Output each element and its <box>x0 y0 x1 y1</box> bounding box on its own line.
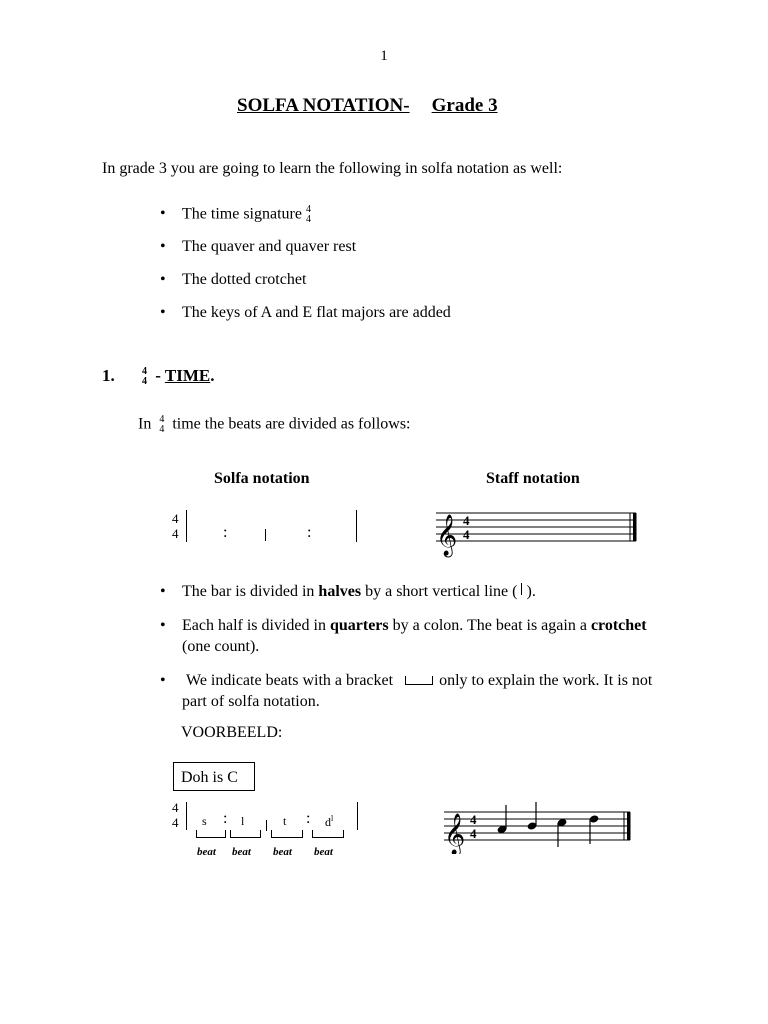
colon: : <box>307 524 312 541</box>
solfa-note: $d^l$ <box>325 814 334 829</box>
time-signature: 4 4 <box>142 366 147 388</box>
solfa-notation-heading: Solfa notation <box>214 470 310 487</box>
half-line <box>265 529 266 541</box>
bracket-symbol <box>405 676 433 685</box>
staff-notation-empty-bar <box>430 498 642 560</box>
svg-text:4: 4 <box>463 527 470 542</box>
beat-bracket <box>230 830 261 838</box>
list-item: • The quaver and quaver rest <box>160 238 451 271</box>
voorbeeld-label: VOORBEELD: <box>181 724 283 741</box>
barline <box>186 802 187 830</box>
svg-text:4: 4 <box>470 812 477 827</box>
beat-label: beat <box>232 846 251 858</box>
doh-key-box: Doh is C <box>173 762 255 791</box>
solfa-bar <box>172 508 367 548</box>
page-title <box>237 95 498 117</box>
time-signature: 4 4 <box>159 414 165 435</box>
time-signature: 4 4 <box>305 204 311 225</box>
solfa-note: l <box>241 814 245 828</box>
example-solfa-bar <box>172 800 372 864</box>
intro-text: In grade 3 you are going to learn the following in solfa notation as well: <box>102 160 563 177</box>
learn-list <box>160 205 451 337</box>
list-item: • The time signature 4 4 <box>160 205 451 238</box>
half-line <box>266 820 267 831</box>
beat-bracket <box>312 830 344 838</box>
page-number: 1 <box>380 48 388 64</box>
treble-clef-icon: 𝄞 <box>444 814 466 854</box>
staff-notation-example-bar <box>440 790 636 854</box>
list-item: • The keys of A and E flat majors are added <box>160 304 451 337</box>
beat-bracket <box>271 830 303 838</box>
barline <box>356 510 357 542</box>
colon: : <box>306 810 311 827</box>
time-signature: 4 4 <box>172 800 179 830</box>
note-a <box>527 802 538 831</box>
beat-label: beat <box>314 846 333 858</box>
solfa-note: t <box>283 814 287 828</box>
time-signature: 4 4 <box>172 511 179 541</box>
barline <box>186 510 187 542</box>
colon: : <box>223 524 228 541</box>
svg-text:4: 4 <box>470 826 477 841</box>
staff-notation-heading: Staff notation <box>486 470 580 487</box>
note-g <box>497 805 508 834</box>
treble-clef-icon: 𝄞 <box>436 515 458 556</box>
title-main: SOLFA NOTATION- <box>237 95 410 116</box>
time-division-intro: In 4 4 time the beats are divided as follows: <box>138 414 411 435</box>
barline <box>357 802 358 830</box>
colon: : <box>223 810 228 827</box>
solfa-note: s <box>202 814 207 828</box>
svg-text:4: 4 <box>463 513 470 528</box>
list-item: • The dotted crotchet <box>160 271 451 304</box>
title-grade: Grade 3 <box>431 95 498 116</box>
beat-label: beat <box>273 846 292 858</box>
section-heading: 1. 4 4 - TIME. <box>102 366 215 388</box>
beat-label: beat <box>197 846 216 858</box>
half-line-symbol <box>521 583 522 595</box>
beat-bracket <box>196 830 226 838</box>
note-b <box>557 818 568 847</box>
